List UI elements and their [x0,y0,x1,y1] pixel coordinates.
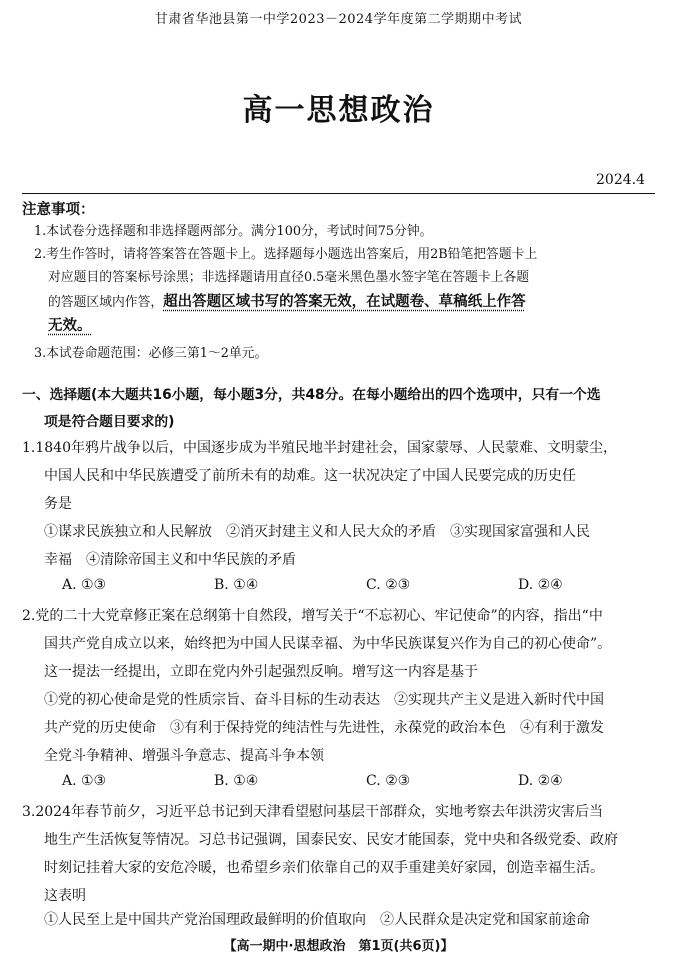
question-2-choices: 全党斗争精神、增强斗争意志、提高斗争本领 [44,748,324,764]
question-1-stem: 1.1840年鸦片战争以后，中国逐步成为半殖民地半封建社会，国家蒙辱、人民蒙难、文明蒙尘， [22,440,617,456]
question-3-choices: ①人民至上是中国共产党治国理政最鲜明的价值取向 ②人民群众是决定党和国家前途命 [44,912,590,928]
question-1-stem: 务是 [44,496,72,512]
notice-line [48,314,92,335]
question-3-stem: 地生产生活恢复等情况。习总书记强调，国泰民安、民安才能国泰，党中央和各级党委、政府 [44,832,618,848]
subject-title: 高一思想政治 [242,93,435,128]
question-3-stem: 这表明 [44,888,86,904]
emphasis-text: 超出答题区域书写的答案无效，在试题卷、草稿纸上作答 [163,294,526,310]
question-3-stem: 3.2024年春节前夕，习近平总书记到天津看望慰问基层干部群众，实地考察去年洪涝灾害后当 [22,804,603,820]
question-1-choices: ①谋求民族独立和人民解放 ②消灭封建主义和人民大众的矛盾 ③实现国家富强和人民 [44,524,590,540]
question-3-stem: 时刻记挂着大家的安危冷暖，也希望乡亲们依靠自己的双手重建美好家园，创造幸福生活。 [44,860,604,876]
option-c: C. ②③ [366,577,411,593]
page-footer: 【高一期中·思想政治 第1页(共6页)】 [223,939,454,954]
notice-line: 3.本试卷命题范围：必修三第1～2单元。 [34,346,268,361]
header-divider [22,193,655,194]
option-d: D. ②④ [518,577,563,593]
notice-line [48,290,526,311]
option-b: B. ①④ [214,577,259,593]
option-a: A. ①③ [62,577,107,593]
question-2-choices: 共产党的历史使命 ③有利于保持党的纯洁性与先进性，永葆党的政治本色 ④有利于激发 [44,720,604,736]
exam-title: 甘肃省华池县第一中学2023－2024学年度第二学期期中考试 [154,12,523,27]
exam-date: 2024.4 [596,172,645,188]
question-1-stem: 中国人民和中华民族遭受了前所未有的劫难。这一状况决定了中国人民要完成的历史任 [44,468,576,484]
section-heading-cont: 项是符合题目要求的) [44,414,175,430]
notice-line: 2.考生作答时，请将答案答在答题卡上。选择题每小题选出答案后，用2B铅笔把答题卡上 [34,247,538,262]
question-2-stem: 2.党的二十大党章修正案在总纲第十自然段，增写关于“不忘初心、牢记使命”的内容，指出“中 [22,608,603,624]
option-a: A. ①③ [62,773,107,789]
notice-heading: 注意事项： [22,202,95,218]
section-heading: 一、选择题(本大题共16小题，每小题3分，共48分。在每小题给出的四个选项中，只有一个选 [22,387,601,403]
option-c: C. ②③ [366,773,411,789]
option-b: B. ①④ [214,773,259,789]
question-2-stem: 这一提法一经提出，立即在党内外引起强烈反响。增写这一内容是基于 [44,664,478,680]
notice-line: 1.本试卷分选择题和非选择题两部分。满分100分，考试时间75分钟。 [34,224,433,239]
question-1-choices: 幸福 ④清除帝国主义和中华民族的矛盾 [44,552,296,568]
question-2-stem: 国共产党自成立以来，始终把为中国人民谋幸福、为中华民族谋复兴作为自己的初心使命”。 [44,636,612,652]
question-2-choices: ①党的初心使命是党的性质宗旨、奋斗目标的生动表达 ②实现共产主义是进入新时代中国 [44,692,604,708]
option-d: D. ②④ [518,773,563,789]
emphasis-text: 无效。 [48,318,92,334]
notice-line: 对应题目的答案标号涂黑；非选择题请用直径0.5毫米黑色墨水签字笔在答题卡上各题 [48,270,530,285]
notice-text: 的答题区域内作答， [48,295,164,310]
